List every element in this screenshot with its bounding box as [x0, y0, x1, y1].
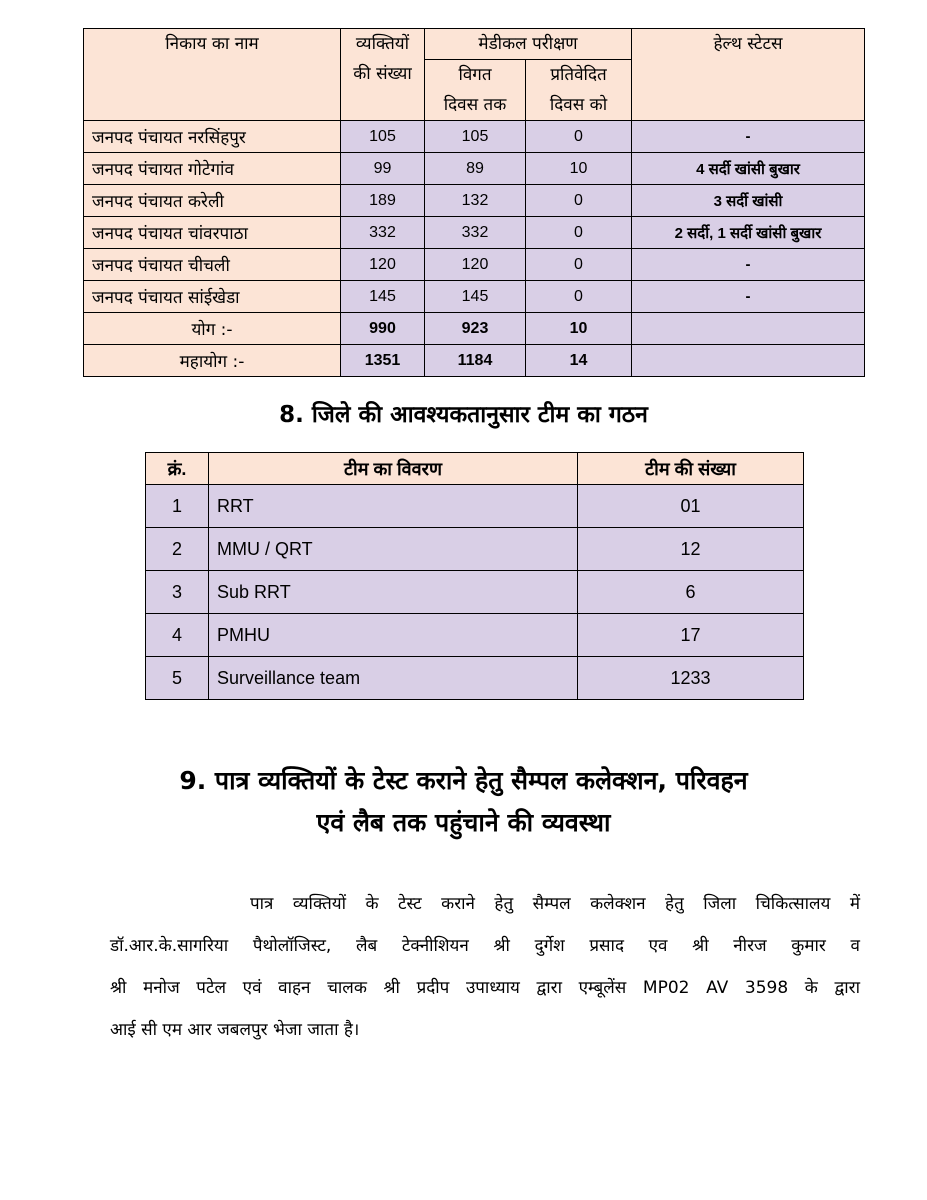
grand-total-prev: 1184 — [425, 345, 526, 377]
row-reported: 0 — [526, 185, 632, 217]
paragraph-line: पात्र व्यक्तियों के टेस्ट कराने हेतु सैम्पल कलेक्शन हेतु जिला चिकित्सालय में — [250, 894, 860, 914]
row-name: जनपद पंचायत करेली — [84, 185, 341, 217]
total-row — [84, 313, 865, 345]
row-reported: 0 — [526, 281, 632, 313]
team-count: 6 — [578, 571, 804, 614]
row-prev: 132 — [425, 185, 526, 217]
table-row — [146, 657, 804, 700]
total-prev: 923 — [425, 313, 526, 345]
col-header-prev-line1: विगत — [458, 65, 492, 85]
row-persons: 145 — [341, 281, 425, 313]
row-reported: 0 — [526, 249, 632, 281]
table-row — [146, 571, 804, 614]
row-name: जनपद पंचायत सांईखेडा — [84, 281, 341, 313]
col-header-persons — [341, 29, 425, 121]
col-header-desc: टीम का विवरण — [209, 453, 578, 485]
row-prev: 332 — [425, 217, 526, 249]
team-count: 17 — [578, 614, 804, 657]
col-header-persons-line2: की संख्या — [353, 64, 412, 84]
row-persons: 105 — [341, 121, 425, 153]
team-desc: MMU / QRT — [209, 528, 578, 571]
col-header-persons-line1: व्यक्तियों — [355, 34, 410, 54]
row-health: - — [632, 281, 865, 313]
row-reported: 10 — [526, 153, 632, 185]
grand-total-persons: 1351 — [341, 345, 425, 377]
row-persons: 99 — [341, 153, 425, 185]
row-health: 2 सर्दी, 1 सर्दी खांसी बुखार — [632, 217, 865, 249]
table-row — [84, 153, 865, 185]
section-9-heading — [0, 760, 927, 844]
col-header-medical: मेडीकल परीक्षण — [425, 29, 632, 60]
col-header-sno: क्रं. — [146, 453, 209, 485]
table-row — [84, 121, 865, 153]
table-row — [146, 528, 804, 571]
team-desc: RRT — [209, 485, 578, 528]
table-row — [146, 485, 804, 528]
col-header-reported-line1: प्रतिवेदित — [550, 65, 607, 85]
team-sno: 1 — [146, 485, 209, 528]
col-header-prev-line2: दिवस तक — [443, 95, 507, 115]
total-persons: 990 — [341, 313, 425, 345]
table-row — [84, 249, 865, 281]
team-count: 1233 — [578, 657, 804, 700]
health-status-table — [83, 28, 865, 377]
col-header-count: टीम की संख्या — [578, 453, 804, 485]
grand-total-label: महायोग :- — [84, 345, 341, 377]
row-name: जनपद पंचायत गोटेगांव — [84, 153, 341, 185]
team-sno: 3 — [146, 571, 209, 614]
grand-total-row — [84, 345, 865, 377]
table-row — [84, 185, 865, 217]
section-9-heading-line2: एवं लैब तक पहुंचाने की व्यवस्था — [316, 808, 611, 837]
row-prev: 89 — [425, 153, 526, 185]
team-sno: 2 — [146, 528, 209, 571]
col-header-reported — [526, 60, 632, 121]
row-persons: 332 — [341, 217, 425, 249]
col-header-health: हेल्थ स्टेटस — [632, 29, 865, 121]
total-health — [632, 313, 865, 345]
row-prev: 145 — [425, 281, 526, 313]
team-table — [145, 452, 804, 700]
row-health: - — [632, 121, 865, 153]
team-sno: 4 — [146, 614, 209, 657]
table-row — [146, 614, 804, 657]
team-desc: Sub RRT — [209, 571, 578, 614]
row-prev: 105 — [425, 121, 526, 153]
team-count: 12 — [578, 528, 804, 571]
row-reported: 0 — [526, 217, 632, 249]
grand-total-health — [632, 345, 865, 377]
team-sno: 5 — [146, 657, 209, 700]
row-reported: 0 — [526, 121, 632, 153]
row-health: 3 सर्दी खांसी — [632, 185, 865, 217]
row-name: जनपद पंचायत चीचली — [84, 249, 341, 281]
section-9-heading-line1: 9. पात्र व्यक्तियों के टेस्ट कराने हेतु सैम्पल कलेक्शन, परिवहन — [179, 766, 748, 795]
team-desc: PMHU — [209, 614, 578, 657]
row-health: 4 सर्दी खांसी बुखार — [632, 153, 865, 185]
team-desc: Surveillance team — [209, 657, 578, 700]
table-row — [84, 281, 865, 313]
col-header-prev — [425, 60, 526, 121]
row-name: जनपद पंचायत नरसिंहपुर — [84, 121, 341, 153]
paragraph-line: आई सी एम आर जबलपुर भेजा जाता है। — [110, 1020, 360, 1040]
section-9-paragraph — [110, 883, 860, 1051]
col-header-name: निकाय का नाम — [84, 29, 341, 121]
row-persons: 189 — [341, 185, 425, 217]
row-health: - — [632, 249, 865, 281]
row-prev: 120 — [425, 249, 526, 281]
row-name: जनपद पंचायत चांवरपाठा — [84, 217, 341, 249]
grand-total-reported: 14 — [526, 345, 632, 377]
section-8-heading: 8. जिले की आवश्यकतानुसार टीम का गठन — [279, 402, 648, 428]
row-persons: 120 — [341, 249, 425, 281]
table-row — [84, 217, 865, 249]
col-header-reported-line2: दिवस को — [549, 95, 608, 115]
paragraph-line: श्री मनोज पटेल एवं वाहन चालक श्री प्रदीप उपाध्याय द्वारा एम्बूलेंस MP02 AV 3598 के द्वारा — [110, 978, 860, 998]
paragraph-line: डॉ.आर.के.सागरिया पैथोलॉजिस्ट, लैब टेक्नीशियन श्री दुर्गेश प्रसाद एव श्री नीरज कुमार व — [110, 936, 860, 956]
team-count: 01 — [578, 485, 804, 528]
total-label: योग :- — [84, 313, 341, 345]
total-reported: 10 — [526, 313, 632, 345]
